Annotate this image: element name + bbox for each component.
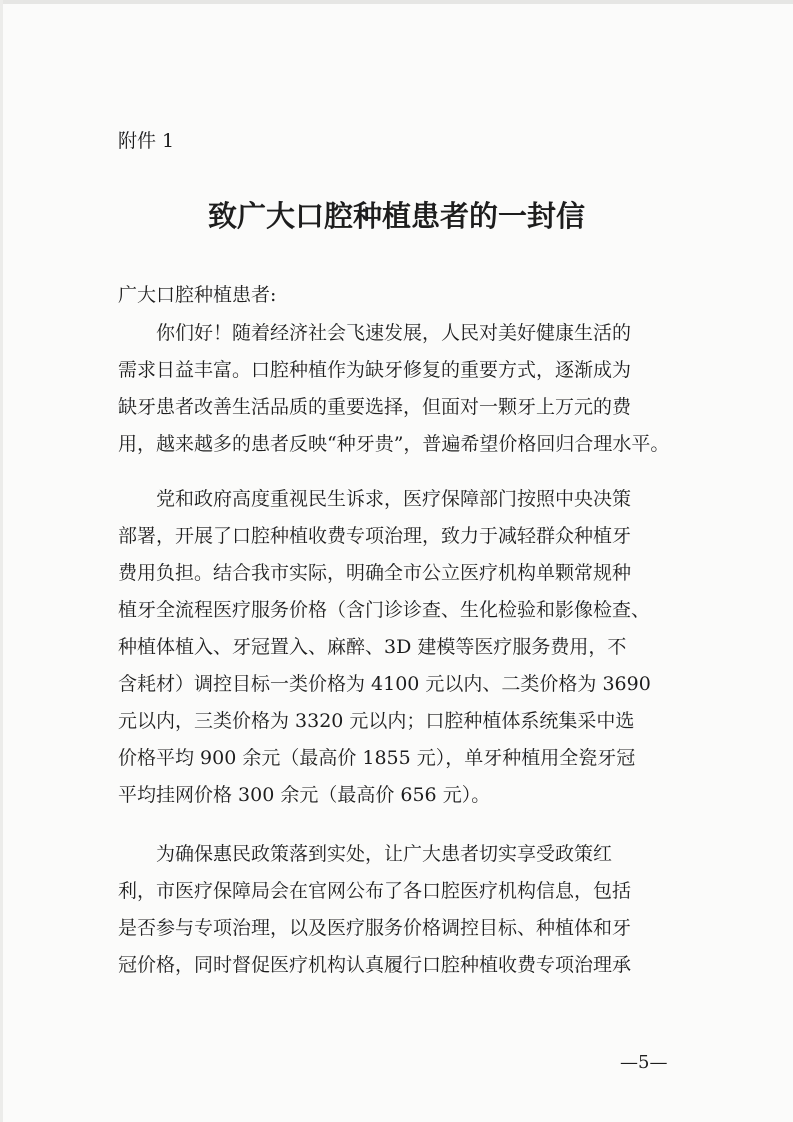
paragraph-line: 缺牙患者改善生活品质的重要选择，但面对一颗牙上万元的费 <box>118 396 632 418</box>
attachment-label: 附件 1 <box>118 130 175 152</box>
page-number: —5— <box>620 1052 668 1073</box>
paragraph-line: 元以内，三类价格为 3320 元以内；口腔种植体系统集采中选 <box>118 710 635 732</box>
paragraph-1 <box>118 315 678 463</box>
paragraph-line: 植牙全流程医疗服务价格（含门诊诊查、生化检验和影像检查、 <box>118 599 651 621</box>
paragraph-line: 你们好！随着经济社会飞速发展，人民对美好健康生活的 <box>156 322 632 344</box>
paragraph-line: 用，越来越多的患者反映“种牙贵”，普遍希望价格回归合理水平。 <box>118 433 670 455</box>
paragraph-3 <box>118 836 678 984</box>
scan-edge-top <box>0 0 793 4</box>
paragraph-line: 价格平均 900 余元（最高价 1855 元），单牙种植用全瓷牙冠 <box>118 747 636 769</box>
paragraph-line: 费用负担。结合我市实际，明确全市公立医疗机构单颗常规种 <box>118 562 632 584</box>
paragraph-line: 冠价格，同时督促医疗机构认真履行口腔种植收费专项治理承 <box>118 954 632 976</box>
paragraph-line: 部署，开展了口腔种植收费专项治理，致力于减轻群众种植牙 <box>118 525 632 547</box>
paragraph-line: 需求日益丰富。口腔种植作为缺牙修复的重要方式，逐渐成为 <box>118 359 632 381</box>
paragraph-2 <box>118 481 678 814</box>
document-title: 致广大口腔种植患者的一封信 <box>207 199 585 233</box>
greeting: 广大口腔种植患者: <box>118 284 277 306</box>
paragraph-line: 为确保惠民政策落到实处，让广大患者切实享受政策红 <box>156 843 613 865</box>
paragraph-line: 党和政府高度重视民生诉求，医疗保障部门按照中央决策 <box>156 488 632 510</box>
paragraph-line: 种植体植入、牙冠置入、麻醉、3D 建模等医疗服务费用，不 <box>118 636 627 658</box>
scan-edge-left <box>0 0 3 1122</box>
paragraph-line: 利，市医疗保障局会在官网公布了各口腔医疗机构信息，包括 <box>118 880 632 902</box>
paragraph-line: 是否参与专项治理，以及医疗服务价格调控目标、种植体和牙 <box>118 917 632 939</box>
paragraph-line: 含耗材）调控目标一类价格为 4100 元以内、二类价格为 3690 <box>118 673 651 695</box>
paragraph-line: 平均挂网价格 300 余元（最高价 656 元）。 <box>118 784 491 806</box>
